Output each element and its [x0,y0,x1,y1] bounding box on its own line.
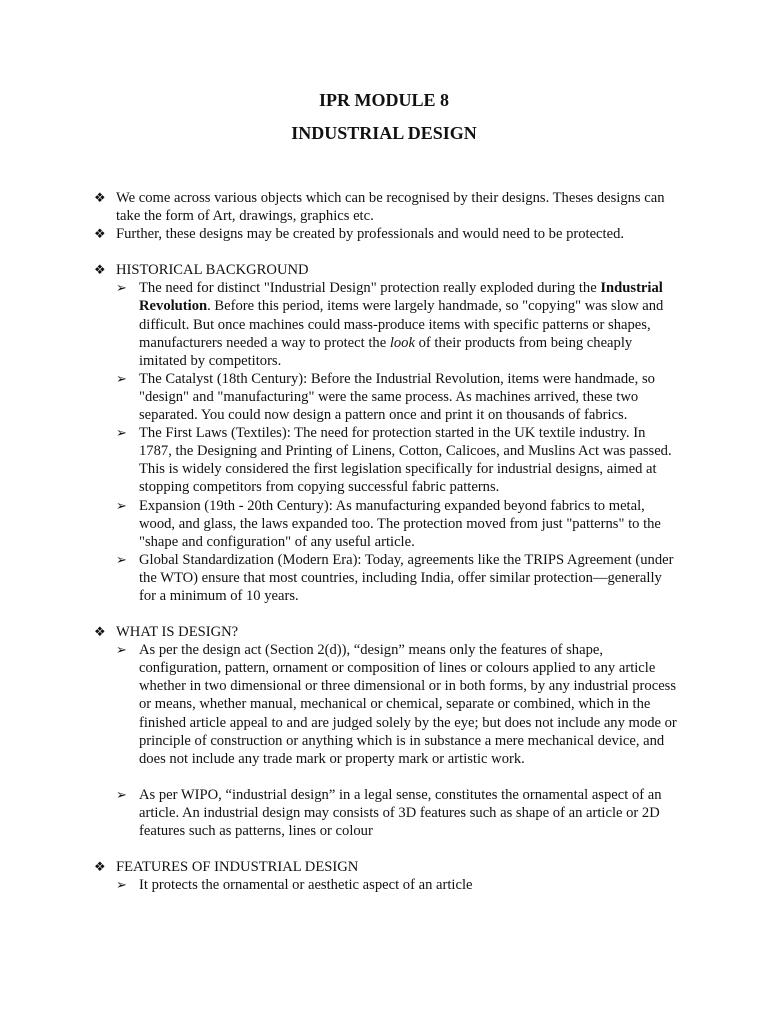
page-subtitle: INDUSTRIAL DESIGN [291,123,477,143]
intro-section [90,189,680,243]
history-text-1c: of their products from being cheaply imitated by competitors. [139,334,633,369]
intro-text-1: We come across various objects which can be recognised by their designs. Theses designs can take the form of Art, drawings, graphics etc. [116,190,665,225]
historical-section [90,261,680,605]
arrow-bullet-icon: ➢ [116,642,127,658]
arrow-bullet-icon: ➢ [116,551,127,567]
what-is-text-1: As per the design act (Section 2(d)), “design” means only the features of shape, configuration, pattern, ornament or composition of lines or colours applied to any article whether in two dimensional or three dimensional or in both forms, by any industrial process or means, whether manual, mechanical or chemical, separate or combined, which in the finished article appeal to and are judged solely by the eye; but does not include any mode or principle of construction or anything which is in substance a mere mechanical device, and does not include any trade mark or property mark or artistic work. [139,642,677,767]
historical-heading: HISTORICAL BACKGROUND [116,262,309,279]
section-heading [90,261,680,279]
diamond-bullet-icon: ❖ [94,190,106,205]
list-item [90,551,680,605]
history-text-5: Global Standardization (Modern Era): Today, agreements like the TRIPS Agreement (under the WTO) ensure that most countries, including India, offer similar protection—generally for a minimum of 10 years. [139,551,674,604]
history-text-2: The Catalyst (18th Century): Before the Industrial Revolution, items were handmade, so "design" and "manufacturing" were the same process. As machines arrived, these two separated. You could now design a pattern once and print it on thousands of fabrics. [139,370,655,424]
arrow-bullet-icon: ➢ [116,877,127,893]
diamond-bullet-icon: ❖ [94,624,106,640]
what-is-design-section [90,623,680,840]
section-heading [90,623,680,641]
arrow-bullet-icon: ➢ [116,370,127,386]
history-text-1-bold: Industrial Revolution [139,280,663,315]
diamond-bullet-icon: ❖ [94,262,106,278]
history-text-1b: . Before this period, items were largely handmade, so "copying" was slow and difficult. But once machines could mass-produce items with specific patterns or shapes, manufacturers needed a way to protect the [139,298,664,351]
page-title: IPR MODULE 8 [319,90,449,110]
list-item [90,786,680,840]
what-is-heading: WHAT IS DESIGN? [116,624,239,641]
intro-text-2: Further, these designs may be created by professionals and would need to be protected. [116,226,625,243]
list-item [90,424,680,496]
arrow-bullet-icon: ➢ [116,786,127,802]
what-is-list [90,641,680,840]
arrow-bullet-icon: ➢ [116,280,127,296]
features-text-1: It protects the ornamental or aesthetic aspect of an article [139,877,473,894]
features-heading: FEATURES OF INDUSTRIAL DESIGN [116,859,359,876]
list-item [90,641,680,768]
what-is-text-2: As per WIPO, “industrial design” in a legal sense, constitutes the ornamental aspect of an article. An industrial design may consists of 3D features such as shape of an article or 2D features such as patterns, lines or colour [139,786,662,839]
history-text-1a: The need for distinct "Industrial Design" protection really exploded during the [139,280,601,297]
list-item [90,225,680,243]
historical-list [90,279,680,605]
list-item [90,876,680,894]
features-list [90,876,680,894]
arrow-bullet-icon: ➢ [116,497,127,513]
diamond-bullet-icon: ❖ [94,226,106,242]
list-item [90,497,680,551]
features-section [90,858,680,894]
document-body [90,189,680,894]
arrow-bullet-icon: ➢ [116,425,127,441]
diamond-bullet-icon: ❖ [94,859,106,875]
history-text-1-italic: look [389,334,415,351]
list-item [90,189,680,225]
section-heading [90,858,680,876]
list-item [90,279,680,369]
history-text-4: Expansion (19th - 20th Century): As manufacturing expanded beyond fabrics to metal, wood, and glass, the laws expanded too. The protection moved from just "patterns" to the "shape and configuration" of any useful article. [139,497,661,550]
history-text-3: The First Laws (Textiles): The need for protection started in the UK textile industry. In 1787, the Designing and Printing of Linens, Cotton, Calicoes, and Muslins Act was passed. This is widely considered the first legislation specifically for industrial designs, aimed at stopping competitors from copying successful fabric patterns. [139,425,672,496]
list-item [90,370,680,424]
